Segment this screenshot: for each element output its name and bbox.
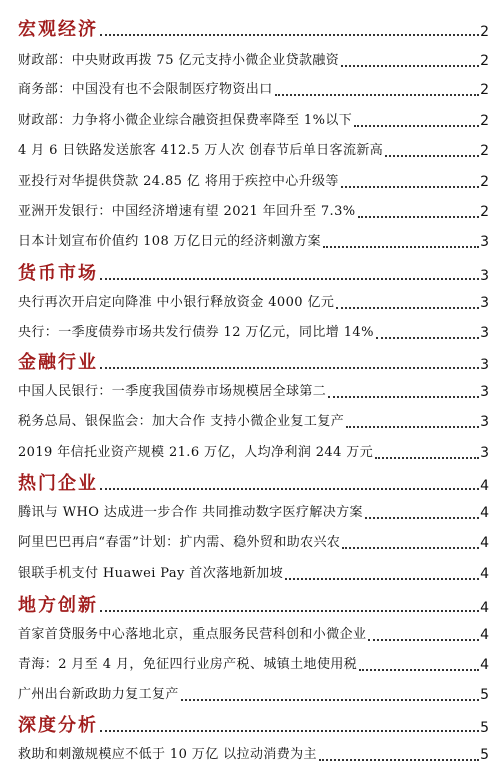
- page-number: 3: [480, 414, 489, 430]
- toc-entry[interactable]: [18, 622, 489, 646]
- entry-title: 日本计划宣布价值约 108 万亿日元的经济刺激方案: [18, 234, 322, 249]
- toc-entry[interactable]: [18, 742, 489, 766]
- dot-leader: [100, 729, 479, 732]
- toc-section-heading[interactable]: [18, 588, 489, 618]
- entry-title: 央行：一季度债券市场共发行债券 12 万亿元，同比增 14%: [18, 325, 374, 340]
- entry-title: 2019 年信托业资产规模 21.6 万亿，人均净利润 244 万元: [18, 445, 374, 460]
- entry-title: 银联手机支付 Huawei Pay 首次落地新加坡: [18, 566, 284, 581]
- dot-leader: [323, 245, 479, 248]
- toc-entry[interactable]: [18, 652, 489, 676]
- page-number: 3: [480, 445, 489, 461]
- page-number: 2: [480, 82, 489, 98]
- toc-entry[interactable]: [18, 530, 489, 554]
- dot-leader: [359, 668, 479, 671]
- toc-entry[interactable]: [18, 682, 489, 706]
- toc-entry[interactable]: [18, 500, 489, 524]
- page-number: 4: [480, 505, 489, 521]
- dot-leader: [181, 698, 479, 701]
- toc-entry[interactable]: [18, 169, 489, 193]
- dot-leader: [385, 154, 479, 157]
- entry-title: 亚投行对华提供贷款 24.85 亿 将用于疾控中心升级等: [18, 174, 339, 189]
- dot-leader: [376, 336, 479, 339]
- toc-section-heading[interactable]: [18, 708, 489, 738]
- toc-entry[interactable]: [18, 138, 489, 162]
- entry-title: 阿里巴巴再启“春雷”计划：扩内需、稳外贸和助农兴农: [18, 535, 341, 550]
- dot-leader: [368, 638, 479, 641]
- dot-leader: [365, 516, 479, 519]
- section-title: 金融行业: [18, 352, 98, 373]
- entry-title: 财政部：中央财政再拨 75 亿元支持小微企业贷款融资: [18, 53, 340, 68]
- dot-leader: [100, 33, 479, 36]
- dot-leader: [100, 366, 479, 369]
- dot-leader: [100, 487, 479, 490]
- dot-leader: [100, 609, 479, 612]
- toc-entry[interactable]: [18, 199, 489, 223]
- entry-title: 财政部：力争将小微企业综合融资担保费率降至 1%以下: [18, 113, 353, 128]
- toc-section-heading[interactable]: [18, 256, 489, 286]
- toc-entry[interactable]: [18, 561, 489, 585]
- page-number: 2: [480, 53, 489, 69]
- dot-leader: [341, 185, 479, 188]
- dot-leader: [375, 456, 479, 459]
- entry-title: 4 月 6 日铁路发送旅客 412.5 万人次 创春节后单日客流新高: [18, 143, 384, 158]
- page-number: 3: [480, 234, 489, 250]
- page-number: 2: [480, 143, 489, 159]
- entry-title: 税务总局、银保监会：加大合作 支持小微企业复工复产: [18, 414, 345, 429]
- section-title: 宏观经济: [18, 19, 98, 40]
- page-number: 3: [480, 325, 489, 341]
- section-title: 热门企业: [18, 473, 98, 494]
- entry-title: 救助和刺激规模应不低于 10 万亿 以拉动消费为主: [18, 747, 317, 762]
- toc-section-heading[interactable]: [18, 12, 489, 42]
- entry-title: 广州出台新政助力复工复产: [18, 687, 179, 702]
- dot-leader: [358, 215, 480, 218]
- toc-entry[interactable]: [18, 48, 489, 72]
- page-number: 2: [480, 174, 489, 190]
- dot-leader: [275, 93, 479, 96]
- dot-leader: [346, 425, 479, 428]
- dot-leader: [285, 577, 479, 580]
- page-number: 4: [480, 535, 489, 551]
- dot-leader: [341, 64, 479, 67]
- section-title: 深度分析: [18, 715, 98, 736]
- section-title: 地方创新: [18, 595, 98, 616]
- page-number: 3: [480, 295, 489, 311]
- page-number: 4: [480, 657, 489, 673]
- toc-section-heading[interactable]: [18, 345, 489, 375]
- toc-entry[interactable]: [18, 379, 489, 403]
- entry-title: 中国人民银行：一季度我国债券市场规模居全球第二: [18, 384, 327, 399]
- page-number: 2: [480, 24, 489, 40]
- entry-title: 亚洲开发银行：中国经济增速有望 2021 年回升至 7.3%: [18, 204, 356, 219]
- page-number: 5: [480, 747, 489, 763]
- toc-entry[interactable]: [18, 320, 489, 344]
- dot-leader: [342, 546, 479, 549]
- page-number: 5: [480, 687, 489, 703]
- page-number: 4: [480, 566, 489, 582]
- dot-leader: [336, 306, 479, 309]
- page-number: 5: [480, 720, 489, 736]
- entry-title: 商务部：中国没有也不会限制医疗物资出口: [18, 82, 273, 97]
- toc-entry[interactable]: [18, 229, 489, 253]
- toc-entry[interactable]: [18, 108, 489, 132]
- entry-title: 腾讯与 WHO 达成进一步合作 共同推动数字医疗解决方案: [18, 505, 363, 520]
- dot-leader: [354, 124, 479, 127]
- entry-title: 央行再次开启定向降准 中小银行释放资金 4000 亿元: [18, 295, 335, 310]
- toc-entry[interactable]: [18, 409, 489, 433]
- page-number: 4: [480, 478, 489, 494]
- dot-leader: [328, 395, 479, 398]
- page-number: 4: [480, 600, 489, 616]
- page-number: 3: [480, 357, 489, 373]
- section-title: 货币市场: [18, 263, 98, 284]
- page-number: 2: [480, 113, 489, 129]
- toc-section-heading[interactable]: [18, 466, 489, 496]
- page-number: 4: [480, 627, 489, 643]
- toc-entry[interactable]: [18, 77, 489, 101]
- page-number: 3: [480, 384, 489, 400]
- page-number: 3: [480, 268, 489, 284]
- toc-entry[interactable]: [18, 290, 489, 314]
- page-number: 2: [480, 204, 489, 220]
- entry-title: 青海：2 月至 4 月，免征四行业房产税、城镇土地使用税: [18, 657, 358, 672]
- dot-leader: [100, 277, 479, 280]
- toc-entry[interactable]: [18, 440, 489, 464]
- entry-title: 首家首贷服务中心落地北京，重点服务民营科创和小微企业: [18, 627, 367, 642]
- dot-leader: [319, 758, 479, 761]
